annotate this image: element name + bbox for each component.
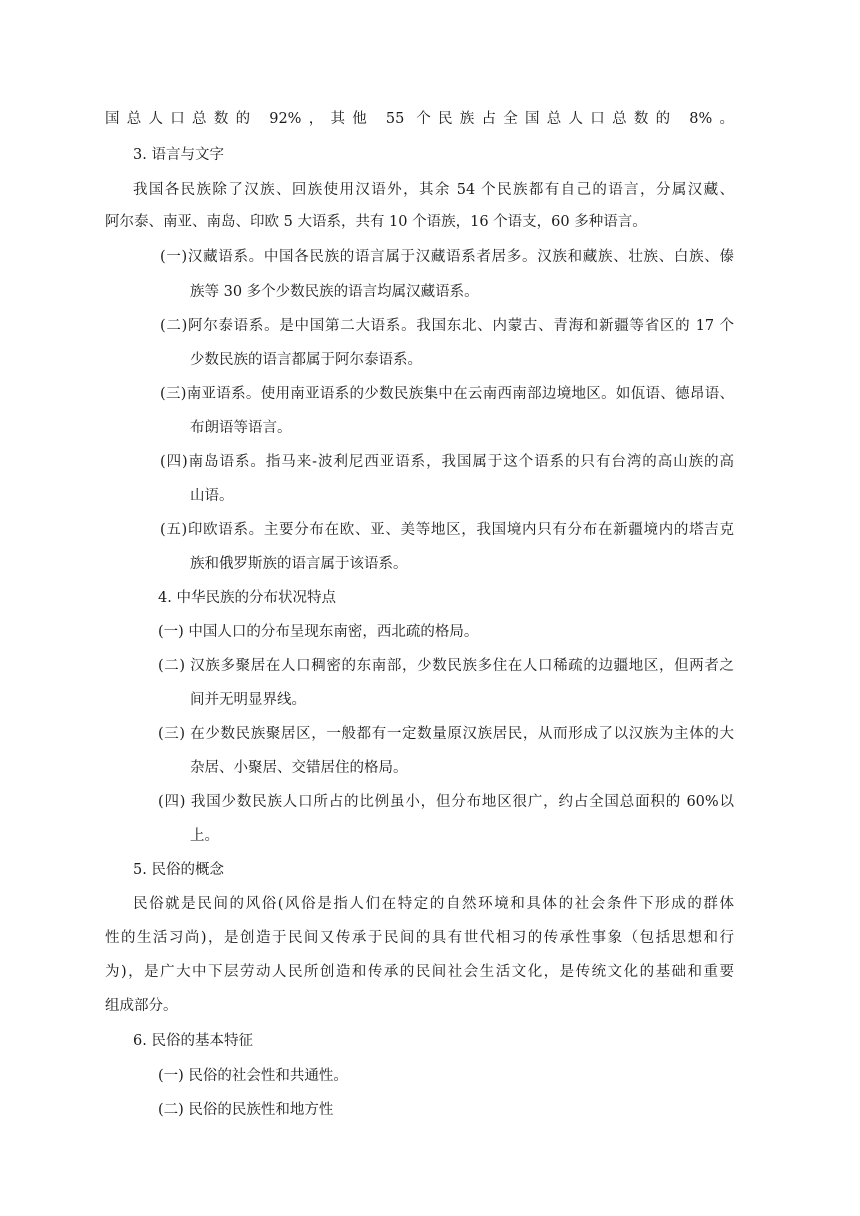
paragraph-line: 国总人口总数的 92%，其他 55 个民族占全国总人口总数的 8%。 (105, 111, 734, 127)
section-heading: 3. 语言与文字 (133, 147, 224, 163)
list-item: (四)南岛语系。指马来-波利尼西亚语系，我国属于这个语系的只有台湾的高山族的高 (160, 454, 734, 470)
paragraph-line: 组成部分。 (105, 998, 178, 1014)
list-item: (一)汉藏语系。中国各民族的语言属于汉藏语系者居多。汉族和藏族、壮族、白族、傣 (160, 249, 734, 265)
list-item-continuation: 布朗语等语言。 (190, 420, 292, 436)
list-item-continuation: 族等 30 多个少数民族的语言均属汉藏语系。 (190, 284, 479, 300)
list-item: (二) 汉族多聚居在人口稠密的东南部，少数民族多住在人口稀疏的边疆地区，但两者之 (158, 658, 734, 674)
paragraph-line: 阿尔泰、南亚、南岛、印欧 5 大语系，共有 10 个语族，16 个语支，60 多种语言。 (105, 214, 647, 230)
list-item-continuation: 山语。 (190, 488, 234, 504)
list-item-continuation: 间并无明显界线。 (190, 692, 306, 708)
list-item: (一) 民俗的社会性和共通性。 (158, 1068, 348, 1084)
paragraph-line: 我国各民族除了汉族、回族使用汉语外，其余 54 个民族都有自己的语言，分属汉藏、 (133, 182, 734, 198)
paragraph-line: 性的生活习尚)，是创造于民间又传承于民间的具有世代相习的传承性事象（包括思想和行 (105, 930, 734, 946)
list-item: (四) 我国少数民族人口所占的比例虽小，但分布地区很广，约占全国总面积的 60%以 (158, 794, 734, 810)
list-item-continuation: 族和俄罗斯族的语言属于该语系。 (190, 556, 408, 572)
list-item-continuation: 少数民族的语言都属于阿尔泰语系。 (190, 352, 422, 368)
list-item-continuation: 杂居、小聚居、交错居住的格局。 (190, 760, 408, 776)
paragraph-line: 为)，是广大中下层劳动人民所创造和传承的民间社会生活文化，是传统文化的基础和重要 (105, 964, 734, 980)
list-item-continuation: 上。 (190, 828, 219, 844)
list-item: (二) 民俗的民族性和地方性 (158, 1102, 334, 1118)
list-item: (五)印欧语系。主要分布在欧、亚、美等地区，我国境内只有分布在新疆境内的塔吉克 (160, 522, 734, 538)
paragraph-line: 民俗就是民间的风俗(风俗是指人们在特定的自然环境和具体的社会条件下形成的群体 (133, 896, 734, 912)
list-item: (一) 中国人口的分布呈现东南密，西北疏的格局。 (158, 624, 479, 640)
section-heading: 6. 民俗的基本特征 (133, 1033, 253, 1049)
list-item: (二)阿尔泰语系。是中国第二大语系。我国东北、内蒙古、青海和新疆等省区的 17 个 (160, 318, 734, 334)
list-item: (三)南亚语系。使用南亚语系的少数民族集中在云南西南部边境地区。如佤语、德昂语、 (160, 386, 734, 402)
list-item: (三) 在少数民族聚居区，一般都有一定数量原汉族居民，从而形成了以汉族为主体的大 (158, 726, 734, 742)
section-heading: 5. 民俗的概念 (133, 862, 224, 878)
section-heading: 4. 中华民族的分布状况特点 (158, 590, 336, 606)
